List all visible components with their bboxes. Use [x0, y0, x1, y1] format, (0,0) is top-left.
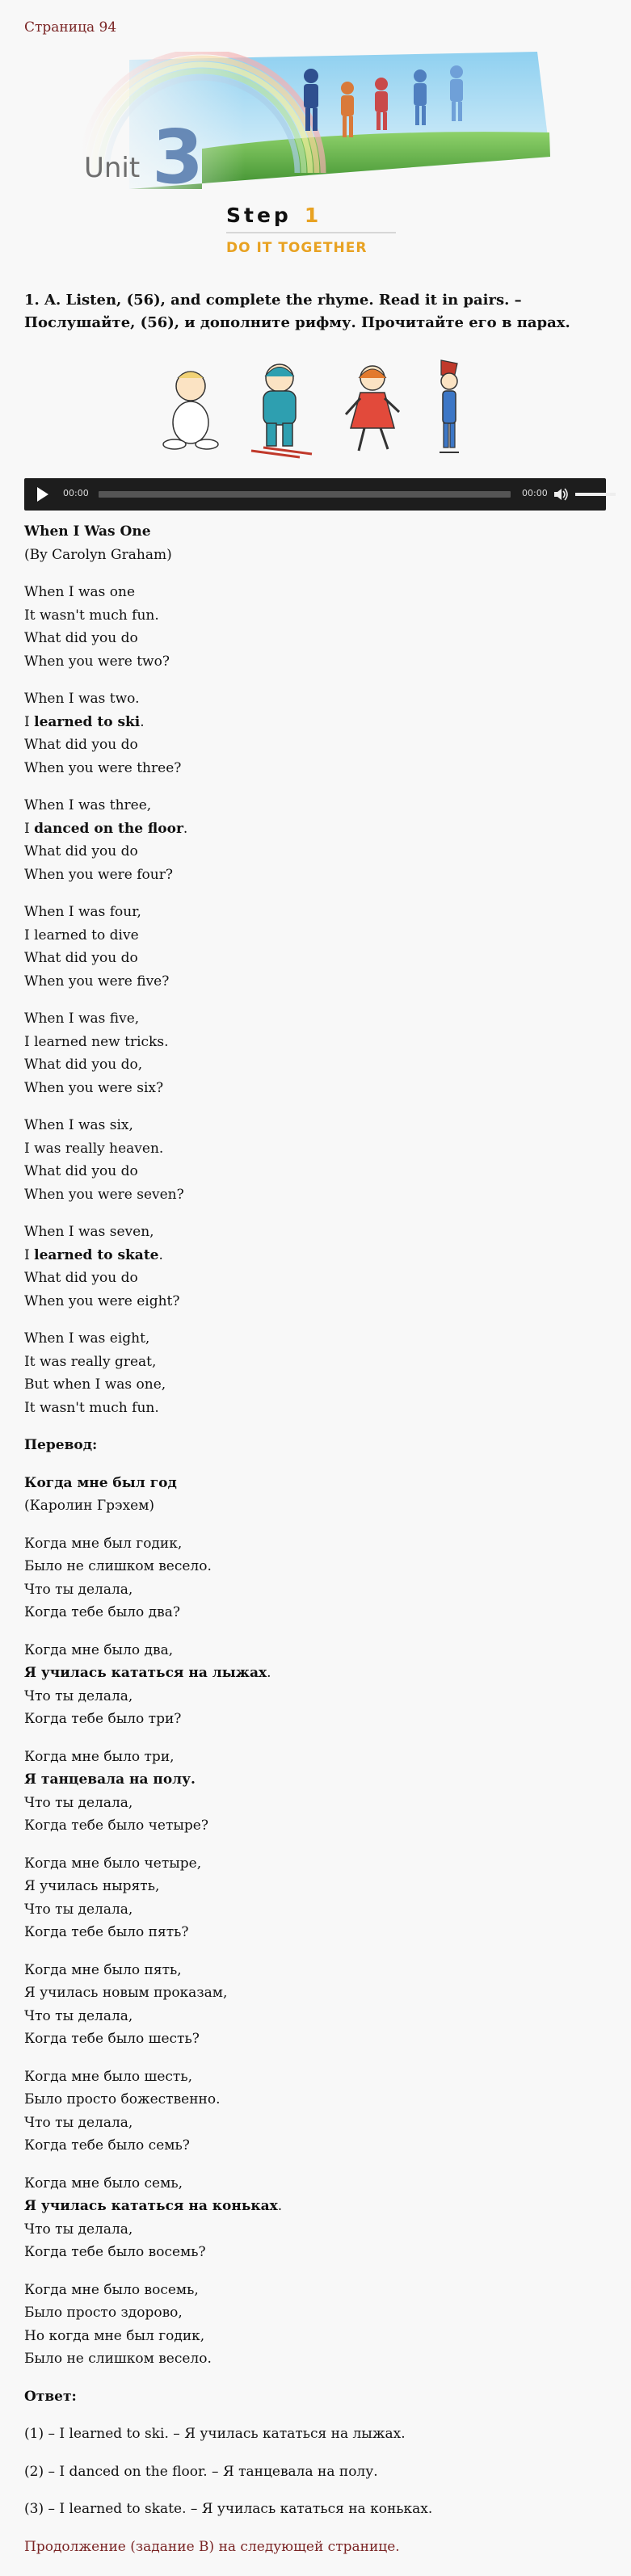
- text-line: [24, 1117, 133, 1133]
- section-heading: [24, 2385, 606, 2409]
- text-fragment: I learned new tricks.: [24, 1033, 169, 1050]
- baby-figure: [163, 372, 218, 449]
- text-fragment: Когда тебе было четыре?: [24, 1817, 208, 1834]
- text-fragment: When you were two?: [24, 653, 170, 670]
- text-line: [24, 2091, 221, 2107]
- text-line: [24, 1878, 159, 1894]
- text-line: [24, 843, 138, 859]
- text-line: [24, 1558, 212, 1574]
- dancer-figure: [346, 366, 399, 451]
- text-fragment: Когда мне было два,: [24, 1641, 174, 1658]
- text-fragment: Когда мне было восемь,: [24, 2281, 199, 2298]
- text-fragment: .: [267, 1665, 271, 1681]
- stanza: [24, 1007, 606, 1099]
- text-fragment: Я училась кататься на коньках: [24, 2198, 278, 2214]
- text-fragment: Когда мне было семь,: [24, 2175, 183, 2191]
- text-line: [24, 1224, 154, 1240]
- text-line: [24, 1924, 189, 1940]
- text-line: [24, 1141, 163, 1157]
- step-label: Step: [226, 204, 292, 227]
- volume-icon[interactable]: [553, 486, 569, 502]
- text-fragment: Было не слишком весело.: [24, 2351, 212, 2367]
- text-fragment: When you were six?: [24, 1079, 164, 1096]
- text-fragment: When I was two.: [24, 691, 140, 707]
- stanza: [24, 1327, 606, 1419]
- text-fragment: Я танцевала на полу.: [24, 1771, 196, 1788]
- stanza: [24, 2065, 606, 2158]
- text-fragment: When you were eight?: [24, 1292, 180, 1309]
- text-line: [24, 2115, 133, 2131]
- text-line: [24, 2008, 133, 2024]
- volume-slider[interactable]: [575, 493, 616, 496]
- stanza: [24, 1221, 606, 1313]
- text-line: [24, 1034, 168, 1050]
- text-fragment: It wasn't much fun.: [24, 607, 159, 624]
- unit-banner-illustration: [81, 52, 550, 189]
- text-fragment: When I was four,: [24, 904, 141, 920]
- stanza: [24, 2172, 606, 2264]
- text-line: [24, 1604, 180, 1620]
- text-fragment: When I was one: [24, 584, 136, 600]
- text-fragment: Я училась кататься на лыжах: [24, 1665, 267, 1681]
- poem-heading: [24, 520, 606, 566]
- text-fragment: Я училась новым проказам,: [24, 1985, 228, 2001]
- text-line: [24, 1985, 227, 2001]
- poem-author: (By Carolyn Graham): [24, 546, 172, 563]
- text-fragment: I: [24, 820, 35, 837]
- text-line: [24, 1855, 201, 1872]
- text-line: [24, 1795, 133, 1811]
- text-line: [24, 1057, 142, 1073]
- text-fragment: Когда тебе было семь?: [24, 2137, 190, 2154]
- stanza: [24, 1114, 606, 1206]
- skier-figure: [251, 364, 312, 457]
- text-line: [24, 1270, 138, 1286]
- text-fragment: What did you do: [24, 950, 138, 966]
- text-line: [24, 2351, 212, 2367]
- text-fragment: .: [140, 713, 145, 730]
- text-fragment: Что ты делала,: [24, 2007, 133, 2024]
- text-fragment: Когда мне был годик,: [24, 1535, 183, 1552]
- translation-heading: Перевод:: [24, 1437, 98, 1453]
- text-fragment: Было просто божественно.: [24, 2091, 221, 2107]
- text-fragment: I learned to dive: [24, 927, 139, 943]
- duration: 00:00: [522, 488, 548, 498]
- text-line: [24, 691, 140, 707]
- text-line: [24, 904, 141, 920]
- audio-progress-bar[interactable]: [99, 491, 511, 498]
- text-fragment: Когда мне было четыре,: [24, 1855, 202, 1872]
- step-title: [226, 204, 420, 227]
- text-fragment: What did you do,: [24, 1057, 143, 1073]
- text-line: [24, 1665, 271, 1681]
- text-fragment: learned to ski: [34, 713, 141, 730]
- text-fragment: Было просто здорово,: [24, 2305, 183, 2321]
- continuation-link: Продолжение (задание B) на следующей странице.: [24, 2538, 400, 2555]
- text-fragment: What did you do: [24, 737, 138, 753]
- text-line: [24, 2031, 200, 2047]
- text-fragment: It was really great,: [24, 1353, 157, 1370]
- text-fragment: Когда мне было пять,: [24, 1961, 182, 1978]
- text-fragment: Что ты делала,: [24, 1794, 133, 1811]
- stanza: [24, 687, 606, 780]
- poem-title: Когда мне был год: [24, 1474, 177, 1491]
- text-fragment: I was really heaven.: [24, 1140, 164, 1157]
- answer-text: (1) – I learned to ski. – Я училась кататься на лыжах.: [24, 2426, 406, 2442]
- text-line: [24, 1163, 138, 1179]
- poem-title: When I Was One: [24, 523, 151, 540]
- text-line: [24, 1902, 133, 1918]
- poem-heading: [24, 1472, 606, 1518]
- text-fragment: Что ты делала,: [24, 2114, 133, 2131]
- text-fragment: I: [24, 713, 35, 730]
- text-line: [24, 2069, 192, 2085]
- text-fragment: What did you do: [24, 1163, 138, 1179]
- text-line: [24, 821, 187, 837]
- text-fragment: When you were seven?: [24, 1186, 184, 1203]
- unit-number: 3: [152, 114, 204, 189]
- text-line: [24, 1771, 196, 1788]
- text-line: [24, 1711, 181, 1727]
- text-line: [24, 1582, 133, 1598]
- text-fragment: When I was six,: [24, 1117, 133, 1133]
- text-line: [24, 1536, 182, 1552]
- text-line: [24, 653, 170, 670]
- text-fragment: Когда мне было шесть,: [24, 2068, 192, 2085]
- stanza: [24, 1746, 606, 1838]
- text-line: [24, 630, 138, 646]
- answer-text: (3) – I learned to skate. – Я училась кататься на коньках.: [24, 2501, 433, 2517]
- text-line: [24, 714, 145, 730]
- text-fragment: When you were three?: [24, 759, 182, 776]
- text-line: [24, 927, 139, 943]
- text-fragment: Я училась нырять,: [24, 1878, 160, 1894]
- play-icon[interactable]: [37, 487, 48, 502]
- text-fragment: When I was three,: [24, 797, 152, 813]
- text-line: [24, 2305, 183, 2321]
- poem-author: (Каролин Грэхем): [24, 1498, 155, 1514]
- text-fragment: .: [183, 820, 188, 837]
- stanza: [24, 1532, 606, 1624]
- task-instruction: 1. A. Listen, (56), and complete the rhyme. Read it in pairs. – Послушайте, (56), и дополните рифму. Прочитайте его в парах.: [24, 292, 570, 331]
- children-illustration: [158, 354, 482, 459]
- answer-heading: Ответ:: [24, 2388, 77, 2405]
- text-fragment: Что ты делала,: [24, 1581, 133, 1598]
- stanza: [24, 581, 606, 673]
- text-line: [24, 1642, 173, 1658]
- text-fragment: I: [24, 1246, 35, 1263]
- text-line: [24, 760, 181, 776]
- unit-label: Unit: [84, 152, 141, 184]
- text-fragment: Что ты делала,: [24, 2221, 133, 2238]
- text-fragment: learned to skate: [34, 1246, 159, 1263]
- text-line: [24, 1817, 208, 1834]
- text-line: [24, 1330, 149, 1347]
- stanza: [24, 1639, 606, 1731]
- text-fragment: Когда тебе было два?: [24, 1604, 180, 1620]
- text-line: [24, 2137, 190, 2154]
- current-time: 00:00: [63, 488, 89, 498]
- text-line: [24, 2221, 133, 2238]
- stanza: [24, 794, 606, 886]
- text-line: [24, 1400, 159, 1416]
- text-fragment: danced on the floor: [34, 820, 183, 837]
- text-fragment: What did you do: [24, 1270, 138, 1286]
- stanza: [24, 1852, 606, 1944]
- continuation[interactable]: [24, 2536, 606, 2559]
- text-fragment: Но когда мне был годик,: [24, 2327, 205, 2344]
- text-fragment: When I was eight,: [24, 1330, 150, 1347]
- text-fragment: Было не слишком весело.: [24, 1558, 212, 1574]
- answer-item: [24, 2498, 606, 2521]
- text-line: [24, 867, 173, 883]
- text-line: [24, 1749, 175, 1765]
- skater-figure: [440, 360, 459, 452]
- text-line: [24, 2175, 183, 2191]
- audio-player: [24, 478, 606, 511]
- text-line: [24, 1187, 184, 1203]
- breadcrumb[interactable]: Страница 94: [24, 19, 117, 36]
- text-fragment: Когда мне было три,: [24, 1748, 175, 1765]
- text-fragment: .: [277, 2198, 283, 2214]
- text-line: [24, 2282, 199, 2298]
- answer-item: [24, 2460, 606, 2484]
- text-line: [24, 2328, 204, 2344]
- text-fragment: It wasn't much fun.: [24, 1399, 159, 1416]
- section-heading: [24, 1434, 606, 1457]
- text-line: [24, 584, 135, 600]
- stanza: [24, 2279, 606, 2371]
- text-line: [24, 1688, 133, 1704]
- text-fragment: When I was seven,: [24, 1224, 154, 1240]
- step-header: [226, 204, 420, 268]
- text-line: [24, 797, 151, 813]
- step-divider: [226, 232, 396, 233]
- text-fragment: .: [158, 1246, 163, 1263]
- stanza: [24, 901, 606, 993]
- text-line: [24, 1080, 163, 1096]
- stanza: [24, 1959, 606, 2051]
- text-fragment: What did you do: [24, 843, 138, 859]
- text-line: [24, 973, 169, 990]
- text-fragment: Когда тебе было шесть?: [24, 2031, 200, 2047]
- text-line: [24, 1354, 156, 1370]
- article-content: [24, 520, 606, 2573]
- text-line: [24, 1011, 139, 1027]
- text-line: [24, 607, 159, 624]
- text-line: [24, 1247, 163, 1263]
- text-fragment: When you were five?: [24, 973, 170, 990]
- text-fragment: Когда тебе было пять?: [24, 1924, 189, 1940]
- text-line: [24, 2244, 206, 2260]
- text-line: [24, 737, 138, 753]
- answer-item: [24, 2423, 606, 2446]
- answer-text: (2) – I danced on the floor. – Я танцевала на полу.: [24, 2463, 378, 2480]
- step-subtitle: DO IT TOGETHER: [226, 240, 368, 256]
- text-fragment: When I was five,: [24, 1011, 140, 1027]
- text-fragment: Что ты делала,: [24, 1901, 133, 1918]
- text-line: [24, 1376, 166, 1393]
- text-fragment: Когда тебе было три?: [24, 1711, 182, 1727]
- text-fragment: But when I was one,: [24, 1376, 166, 1393]
- text-fragment: What did you do: [24, 630, 138, 646]
- text-fragment: Что ты делала,: [24, 1687, 133, 1704]
- text-line: [24, 1293, 180, 1309]
- text-fragment: Когда тебе было восемь?: [24, 2244, 206, 2260]
- step-number: 1: [304, 204, 322, 227]
- text-line: [24, 1962, 182, 1978]
- text-line: [24, 2198, 282, 2214]
- text-fragment: When you were four?: [24, 866, 173, 883]
- text-line: [24, 950, 138, 966]
